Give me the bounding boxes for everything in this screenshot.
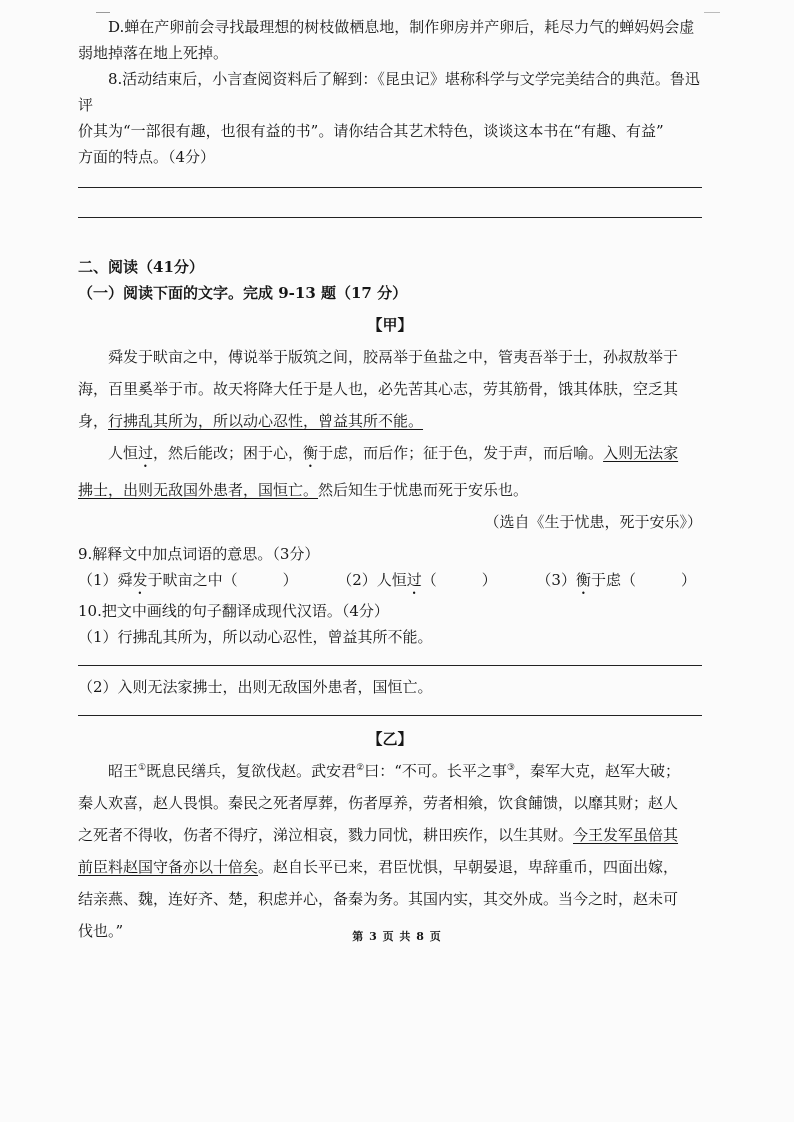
yi-text: 既息民缮兵，复欲伐赵。武安君 (146, 762, 357, 780)
q10-item-2: （2）入则无法家拂士，出则无敌国外患者，国恒亡。 (78, 678, 433, 696)
passage-yi-line2: 秦人欢喜，赵人畏惧。秦民之死者厚葬，伤者厚养，劳者相飨，饮食餔馈，以靡其财；赵人 (78, 794, 679, 812)
passage-jia-line4 (78, 440, 702, 471)
jia-text: 舜发 (108, 348, 139, 366)
section-2-title: 二、阅读（41分） (78, 258, 204, 276)
passage-yi-line3 (78, 822, 702, 848)
footnote-marker-2: ② (356, 763, 365, 773)
passage-yi-line1 (78, 758, 702, 784)
section-2-sub-title: （一）阅读下面的文字。完成 9-13 题（17 分） (78, 284, 408, 302)
passage-jia-line5 (78, 477, 702, 503)
q9-item-3-dotted: 衡 (575, 571, 591, 589)
yi-text: ，秦军大克，赵军大破； (514, 762, 680, 780)
jia-text: 人恒 (108, 444, 139, 462)
q9-item-2-dotted: 过 (406, 571, 422, 589)
jia-text: 然后知生于忧患而死于安乐也。 (318, 481, 529, 499)
passage-jia-line1 (78, 344, 702, 370)
q9-item-1[interactable] (78, 567, 298, 598)
jia-text: ，然后能改；困于心， (153, 444, 304, 462)
page-content (78, 14, 702, 944)
q9-item-3[interactable] (536, 567, 696, 598)
jia-text: 于畎亩之中，傅说举于版筑之间，胶鬲举于鱼盐之中，管夷吾举于士，孙叔敖举于 (138, 348, 679, 366)
jia-text: 身， (78, 412, 109, 430)
passage-yi-line4 (78, 854, 702, 880)
underlined-sentence-yi-b: 前臣料赵国守备亦以十倍矣 (78, 858, 259, 876)
jia-text: 于虑，而后作；征于色，发于声，而后喻。 (318, 444, 604, 462)
q9-item-1-text: （1）舜 (78, 571, 133, 589)
q8-line2: 价其为“一部很有趣，也很有益的书”。请你结合其艺术特色，谈谈这本书在“有趣、有益” (78, 122, 664, 140)
passage-yi-heading: 【乙】 (367, 730, 413, 748)
passage-yi-line5: 结亲燕、魏，连好齐、楚，积虑并心，备秦为务。其国内实，其交外成。当今之时，赵未可 (78, 890, 679, 908)
underlined-sentence-2a: 入则无法家 (603, 444, 679, 462)
q9-item-2-text: （2）人恒 (337, 571, 407, 589)
dotted-word-guo: 过 (138, 444, 154, 462)
yi-text: 昭王 (108, 762, 139, 780)
q10-title: 10.把文中画线的句子翻译成现代汉语。（4分） (78, 602, 389, 620)
passage-jia-line2: 海，百里奚举于市。故天将降大任于是人也，必先苦其心志，劳其筋骨，饿其体肤，空乏其 (78, 380, 679, 398)
q7-option-d-line2: 弱地掉落在地上死掉。 (78, 44, 229, 62)
q9-item-2[interactable] (337, 567, 497, 598)
q9-item-1-dotted: 发 (132, 571, 148, 589)
q9-item-1-blank: 于畎亩之中（ ） (147, 571, 298, 589)
passage-jia-line3 (78, 408, 702, 434)
q8-line1: 8.活动结束后，小言查阅资料后了解到：《昆虫记》堪称科学与文学完美结合的典范。鲁迅评 (78, 70, 700, 114)
q7-option-d-line1: D.蝉在产卵前会寻找最理想的树枝做栖息地，制作卵房并产卵后，耗尽力气的蝉妈妈会虚 (108, 18, 695, 36)
q9-item-3-text: （3） (536, 571, 576, 589)
q9-item-2-blank: （ ） (421, 571, 497, 589)
scan-mark (96, 12, 110, 13)
q9-title: 9.解释文中加点词语的意思。（3分） (78, 545, 320, 563)
underlined-sentence-2b: 拂士，出则无敌国外患者，国恒亡。 (78, 481, 319, 499)
q10-item-1: （1）行拂乱其所为，所以动心忍性，曾益其所不能。 (78, 628, 433, 646)
yi-text: 之死者不得收，伤者不得疗，涕泣相哀，戮力同忧，耕田疾作，以生其财。 (78, 826, 574, 844)
yi-text: 曰：“不可。长平之事 (364, 762, 507, 780)
underlined-sentence-1: 行拂乱其所为，所以动心忍性，曾益其所不能。 (108, 412, 424, 430)
passage-jia-source: （选自《生于忧患，死于安乐》） (484, 513, 702, 531)
scan-mark (704, 12, 720, 13)
passage-jia-heading: 【甲】 (367, 316, 413, 334)
q9-item-3-blank: 于虑（ ） (590, 571, 696, 589)
footnote-marker-3: ③ (506, 763, 515, 773)
q8-line3: 方面的特点。（4分） (78, 148, 216, 166)
footnote-marker-1: ① (138, 763, 147, 773)
passage-yi-line6: 伐也。” (78, 922, 124, 940)
yi-text: 。赵自长平已来，君臣忧惧，早朝晏退，卑辞重币，四面出嫁， (258, 858, 679, 876)
underlined-sentence-yi-a: 今王发军虽倍其 (573, 826, 679, 844)
q9-items (78, 567, 702, 598)
dotted-word-heng: 衡 (303, 444, 319, 462)
page-number: 第 3 页 共 8 页 (352, 930, 442, 943)
